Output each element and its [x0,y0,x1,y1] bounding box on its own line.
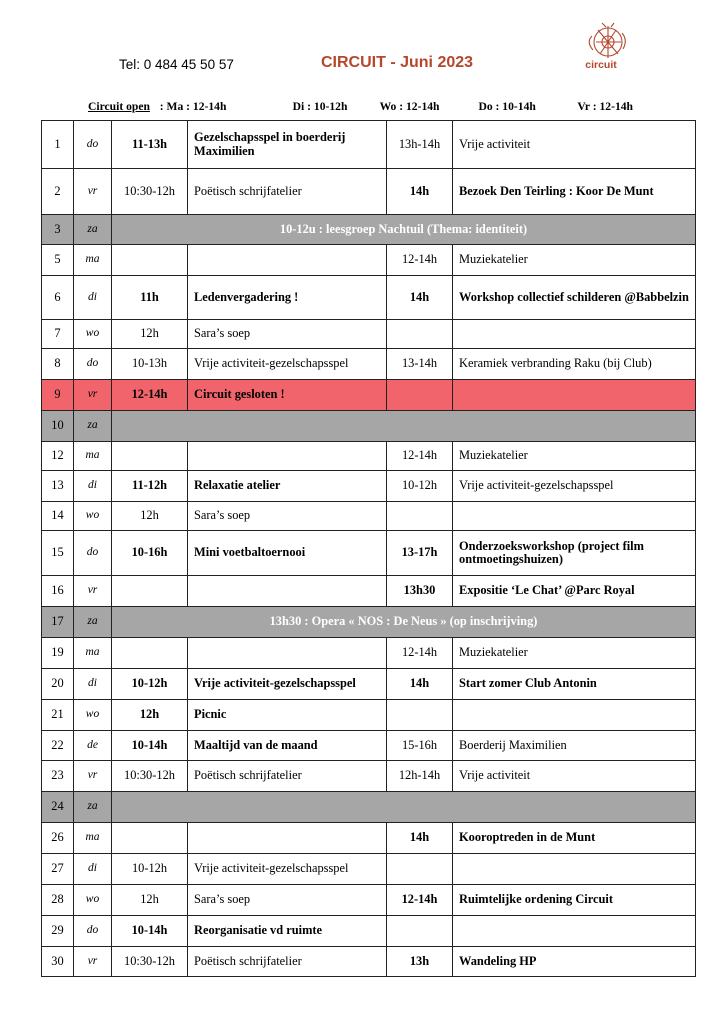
time-slot-1: 12-14h [112,380,188,411]
activity-1: Mini voetbaltoernooi [188,531,387,576]
phone-number: Tel: 0 484 45 50 57 [119,57,234,72]
activity-2: Vrije activiteit-gezelschapsspel [453,471,696,502]
activity-1: Sara’s soep [188,885,387,916]
day-number: 14 [42,502,74,531]
time-slot-1: 10-12h [112,669,188,700]
schedule-row [42,761,696,792]
day-of-week: ma [74,638,112,669]
day-of-week: vr [74,169,112,215]
day-of-week: do [74,121,112,169]
day-of-week: vr [74,576,112,607]
activity-2 [453,380,696,411]
activity-2 [453,320,696,349]
day-of-week: vr [74,761,112,792]
time-slot-1: 12h [112,700,188,731]
time-slot-2: 12-14h [387,885,453,916]
time-slot-1 [112,245,188,276]
activity-1: Poëtisch schrijfatelier [188,947,387,977]
schedule-row [42,731,696,761]
day-of-week: wo [74,502,112,531]
day-number: 21 [42,700,74,731]
time-slot-1: 12h [112,885,188,916]
time-slot-1: 10-14h [112,731,188,761]
schedule-row [42,121,696,169]
schedule-row [42,380,696,411]
schedule-row [42,638,696,669]
schedule-row [42,442,696,471]
day-of-week: do [74,531,112,576]
time-slot-2: 12-14h [387,638,453,669]
day-number: 8 [42,349,74,380]
activity-2: Keramiek verbranding Raku (bij Club) [453,349,696,380]
schedule-row [42,531,696,576]
day-number: 7 [42,320,74,349]
opening-hours-di: Di : 10-12h [292,100,348,113]
day-of-week: do [74,349,112,380]
full-day-event: 10-12u : leesgroep Nachtuil (Thema: identiteit) [112,215,696,245]
day-number: 28 [42,885,74,916]
time-slot-2: 13h-14h [387,121,453,169]
day-number: 15 [42,531,74,576]
day-of-week: do [74,916,112,947]
day-number: 16 [42,576,74,607]
day-of-week: za [74,607,112,638]
activity-2 [453,854,696,885]
opening-hours-vr: Vr : 12-14h [577,100,633,113]
time-slot-2 [387,916,453,947]
activity-2: Boerderij Maximilien [453,731,696,761]
day-of-week: vr [74,947,112,977]
full-day-event: 13h30 : Opera « NOS : De Neus » (op inschrijving) [112,607,696,638]
schedule-row [42,947,696,977]
schedule-row [42,669,696,700]
schedule-table [41,120,696,977]
time-slot-1: 11-12h [112,471,188,502]
time-slot-2: 12h-14h [387,761,453,792]
activity-1: Relaxatie atelier [188,471,387,502]
time-slot-2 [387,380,453,411]
day-of-week: ma [74,245,112,276]
activity-1: Vrije activiteit-gezelschapsspel [188,669,387,700]
activity-1 [188,245,387,276]
activity-2: Kooroptreden in de Munt [453,823,696,854]
schedule-row [42,245,696,276]
activity-2: Ruimtelijke ordening Circuit [453,885,696,916]
day-of-week: ma [74,823,112,854]
time-slot-2 [387,320,453,349]
activity-2: Start zomer Club Antonin [453,669,696,700]
time-slot-1: 11h [112,276,188,320]
day-of-week: di [74,471,112,502]
schedule-row [42,276,696,320]
activity-1: Maaltijd van de maand [188,731,387,761]
time-slot-2: 14h [387,169,453,215]
opening-hours [88,100,633,113]
time-slot-1: 10-16h [112,531,188,576]
time-slot-1: 10:30-12h [112,947,188,977]
day-number: 5 [42,245,74,276]
activity-2 [453,700,696,731]
time-slot-2: 13-17h [387,531,453,576]
opening-hours-do: Do : 10-14h [478,100,536,113]
activity-2 [453,502,696,531]
activity-2: Vrije activiteit [453,121,696,169]
time-slot-2: 13h30 [387,576,453,607]
time-slot-1: 12h [112,502,188,531]
time-slot-2: 10-12h [387,471,453,502]
activity-2: Onderzoeksworkshop (project film ontmoetingshuizen) [453,531,696,576]
activity-1: Sara’s soep [188,320,387,349]
activity-2: Vrije activiteit [453,761,696,792]
time-slot-2 [387,854,453,885]
activity-2 [453,916,696,947]
schedule-row [42,502,696,531]
time-slot-2: 13h [387,947,453,977]
day-of-week: di [74,854,112,885]
time-slot-1: 11-13h [112,121,188,169]
opening-hours-ma: : Ma : 12-14h [159,100,227,113]
day-number: 26 [42,823,74,854]
schedule-body [42,121,696,977]
time-slot-2: 12-14h [387,245,453,276]
time-slot-2: 15-16h [387,731,453,761]
activity-1: Circuit gesloten ! [188,380,387,411]
opening-hours-wo: Wo : 12-14h [379,100,440,113]
time-slot-2: 14h [387,669,453,700]
time-slot-1: 10:30-12h [112,169,188,215]
activity-2: Bezoek Den Teirling : Koor De Munt [453,169,696,215]
day-number: 12 [42,442,74,471]
day-of-week: de [74,731,112,761]
opening-hours-label: Circuit open [88,100,150,113]
activity-2: Muziekatelier [453,638,696,669]
schedule-row [42,854,696,885]
day-number: 27 [42,854,74,885]
schedule-row [42,320,696,349]
schedule-row [42,349,696,380]
schedule-row [42,916,696,947]
schedule-row [42,471,696,502]
time-slot-1: 10:30-12h [112,761,188,792]
schedule-row [42,792,696,823]
schedule-row [42,700,696,731]
time-slot-1: 10-12h [112,854,188,885]
time-slot-2: 14h [387,823,453,854]
activity-1: Sara’s soep [188,502,387,531]
time-slot-1: 10-14h [112,916,188,947]
day-number: 3 [42,215,74,245]
day-number: 24 [42,792,74,823]
activity-1: Vrije activiteit-gezelschapsspel [188,349,387,380]
activity-1: Ledenvergadering ! [188,276,387,320]
day-of-week: ma [74,442,112,471]
time-slot-2 [387,502,453,531]
day-number: 30 [42,947,74,977]
activity-1: Vrije activiteit-gezelschapsspel [188,854,387,885]
day-number: 22 [42,731,74,761]
activity-1 [188,442,387,471]
activity-1 [188,638,387,669]
day-of-week: di [74,276,112,320]
day-number: 10 [42,411,74,442]
day-of-week: vr [74,380,112,411]
activity-2: Muziekatelier [453,442,696,471]
day-number: 2 [42,169,74,215]
logo-text: circuit [585,59,617,71]
time-slot-2: 14h [387,276,453,320]
day-number: 29 [42,916,74,947]
activity-1: Reorganisatie vd ruimte [188,916,387,947]
activity-1: Gezelschapsspel in boerderij Maximilien [188,121,387,169]
day-number: 1 [42,121,74,169]
activity-1 [188,576,387,607]
time-slot-1 [112,823,188,854]
day-number: 20 [42,669,74,700]
activity-1: Poëtisch schrijfatelier [188,761,387,792]
day-number: 13 [42,471,74,502]
schedule-row [42,411,696,442]
activity-2: Workshop collectief schilderen @Babbelzin [453,276,696,320]
activity-2: Muziekatelier [453,245,696,276]
page-title: CIRCUIT - Juni 2023 [321,54,474,71]
day-number: 19 [42,638,74,669]
day-number: 6 [42,276,74,320]
time-slot-1 [112,576,188,607]
day-number: 23 [42,761,74,792]
day-of-week: wo [74,320,112,349]
schedule-row [42,215,696,245]
day-of-week: za [74,411,112,442]
day-of-week: wo [74,885,112,916]
day-of-week: za [74,215,112,245]
activity-2: Expositie ‘Le Chat’ @Parc Royal [453,576,696,607]
schedule-row [42,169,696,215]
time-slot-1: 12h [112,320,188,349]
time-slot-1 [112,638,188,669]
time-slot-2: 12-14h [387,442,453,471]
schedule-row [42,885,696,916]
time-slot-2: 13-14h [387,349,453,380]
activity-2: Wandeling HP [453,947,696,977]
activity-1: Picnic [188,700,387,731]
full-day-event [112,792,696,823]
schedule-row [42,607,696,638]
time-slot-1 [112,442,188,471]
day-number: 9 [42,380,74,411]
activity-1: Poëtisch schrijfatelier [188,169,387,215]
schedule-row [42,823,696,854]
day-number: 17 [42,607,74,638]
day-of-week: za [74,792,112,823]
full-day-event [112,411,696,442]
day-of-week: wo [74,700,112,731]
time-slot-2 [387,700,453,731]
time-slot-1: 10-13h [112,349,188,380]
activity-1 [188,823,387,854]
day-of-week: di [74,669,112,700]
schedule-row [42,576,696,607]
